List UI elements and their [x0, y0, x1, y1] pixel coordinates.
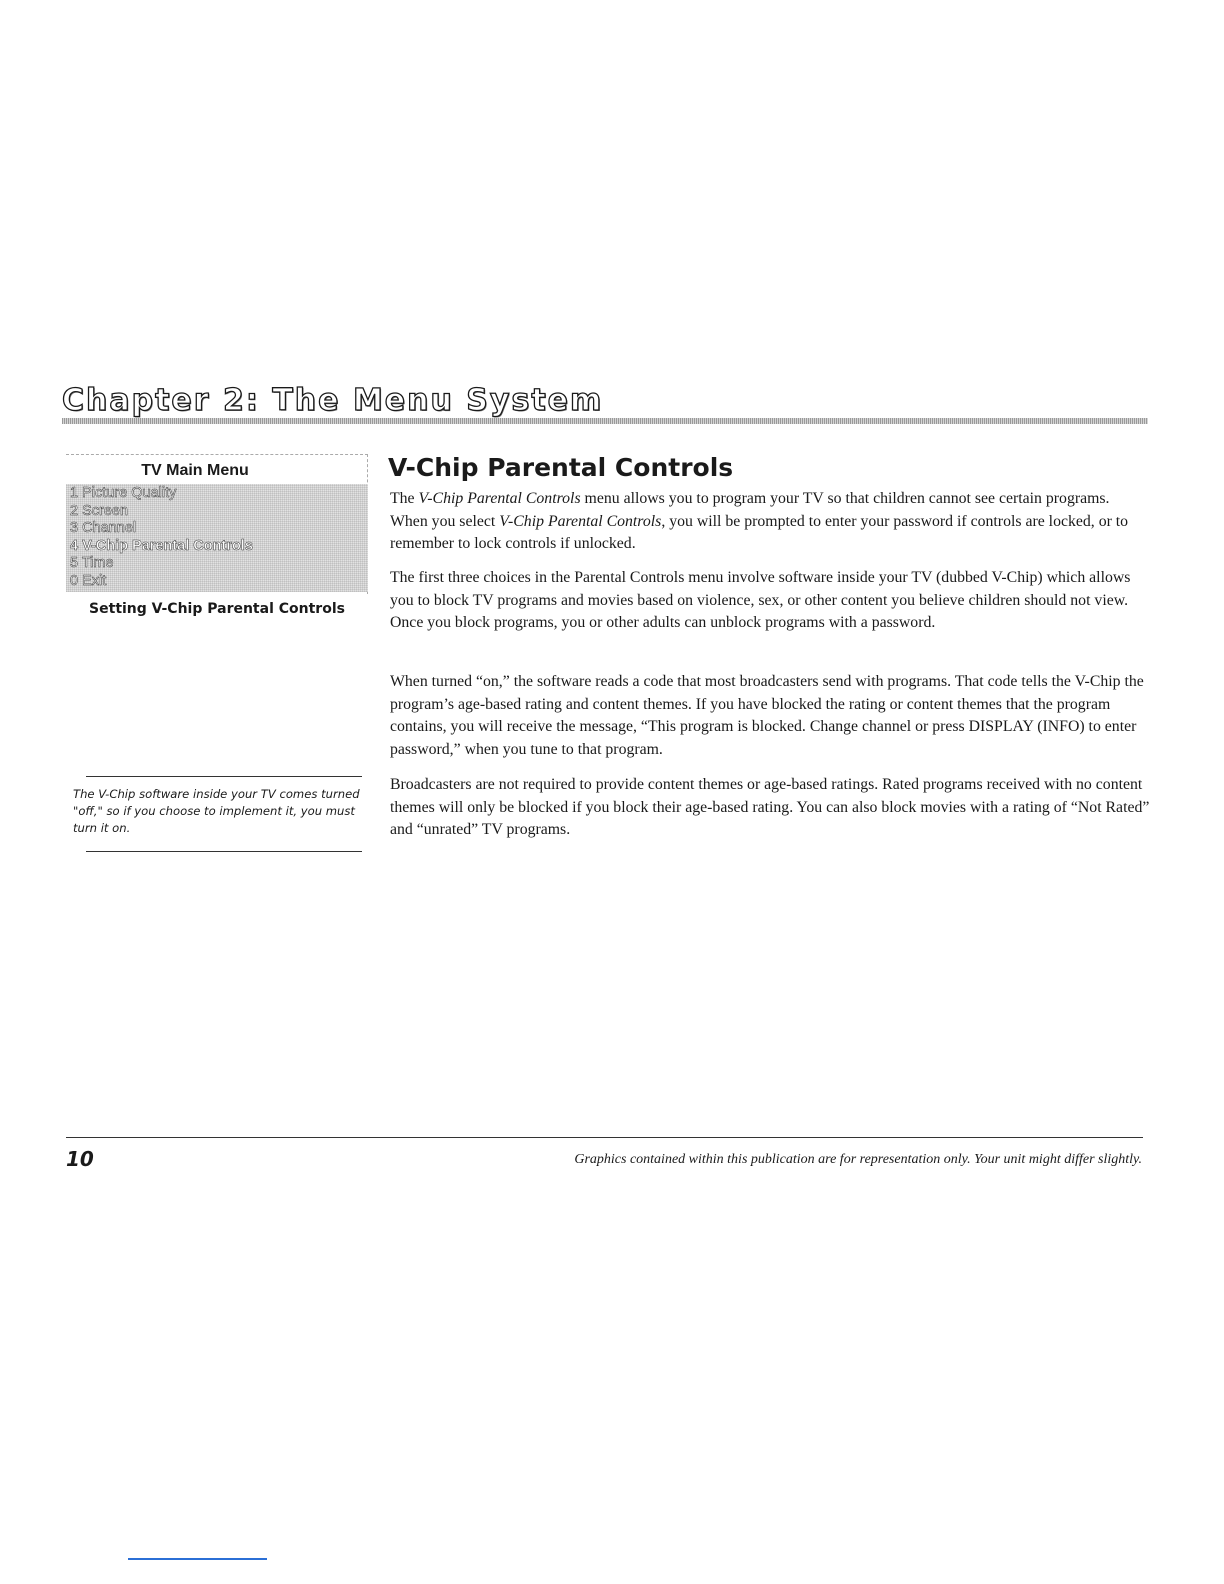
footer-disclaimer: Graphics contained within this publication are for representation only. Your unit might differ slightly. [574, 1152, 1142, 1167]
page-number: 10 [66, 1147, 94, 1171]
side-note-bottom-rule [86, 851, 362, 852]
tv-menu-caption: Setting V-Chip Parental Controls [89, 601, 345, 617]
paragraph-vchip-overview: The first three choices in the Parental Controls menu involve software inside your TV (dubbed V-Chip) which allows you to block TV programs and movies based on violence, sex, or other content you believe children should not view. Once you block programs, you or other adults can unblock programs with a password. [390, 569, 1131, 631]
footer-divider [66, 1137, 1143, 1138]
tv-menu-item-picture-quality: 1 Picture Quality [70, 485, 177, 501]
menu-name-emphasis-2: V-Chip Parental Controls [499, 512, 662, 530]
tv-menu-screen [66, 484, 368, 592]
paragraph-broadcaster-ratings: Broadcasters are not required to provide content themes or age-based ratings. Rated programs received with no content themes will only be blocked if you block their age-based rating. You can also block movies with a rating of “Not Rated” and “unrated” TV programs. [390, 776, 1150, 838]
tv-menu-item-channel: 3 Channel [70, 520, 137, 537]
tv-menu-item-screen: 2 Screen [70, 502, 129, 519]
section-heading: V-Chip Parental Controls [388, 453, 734, 482]
paragraph-intro-start: The [390, 490, 419, 507]
menu-name-emphasis: V-Chip Parental Controls [418, 490, 581, 507]
tv-menu-title: TV Main Menu [141, 462, 249, 479]
tv-menu-list [66, 484, 368, 591]
chapter-divider [62, 418, 1148, 424]
side-note: The V-Chip software inside your TV comes turned "off," so if you choose to implement it, you must turn it on. [73, 787, 360, 835]
scan-artifact-line [128, 1558, 267, 1560]
paragraph-intro-middle: menu allows you to program your TV so that children cannot see certain programs. When you select [390, 490, 1110, 530]
side-note-top-rule [86, 776, 362, 777]
tv-menu-item-exit: 0 Exit [70, 572, 107, 589]
tv-menu-item-vchip-parental-controls: 4 V-Chip Parental Controls [70, 537, 253, 554]
paragraph-intro-end: , you will be prompted to enter your password if controls are locked, or to remember to lock controls if unlocked. [390, 512, 1129, 552]
paragraph-intro [390, 488, 1150, 556]
chapter-title: Chapter 2: The Menu System [62, 383, 604, 418]
paragraph-vchip-operation: When turned “on,” the software reads a code that most broadcasters send with programs. That code tells the V-Chip the program’s age-based rating and content themes. If you have blocked the rating or content themes that the program contains, you will receive the message, “This program is blocked. Change channel or press DISPLAY (INFO) to enter password,” when you tune to that program. [390, 673, 1144, 758]
tv-menu-item-time: 5 Time [70, 555, 114, 572]
